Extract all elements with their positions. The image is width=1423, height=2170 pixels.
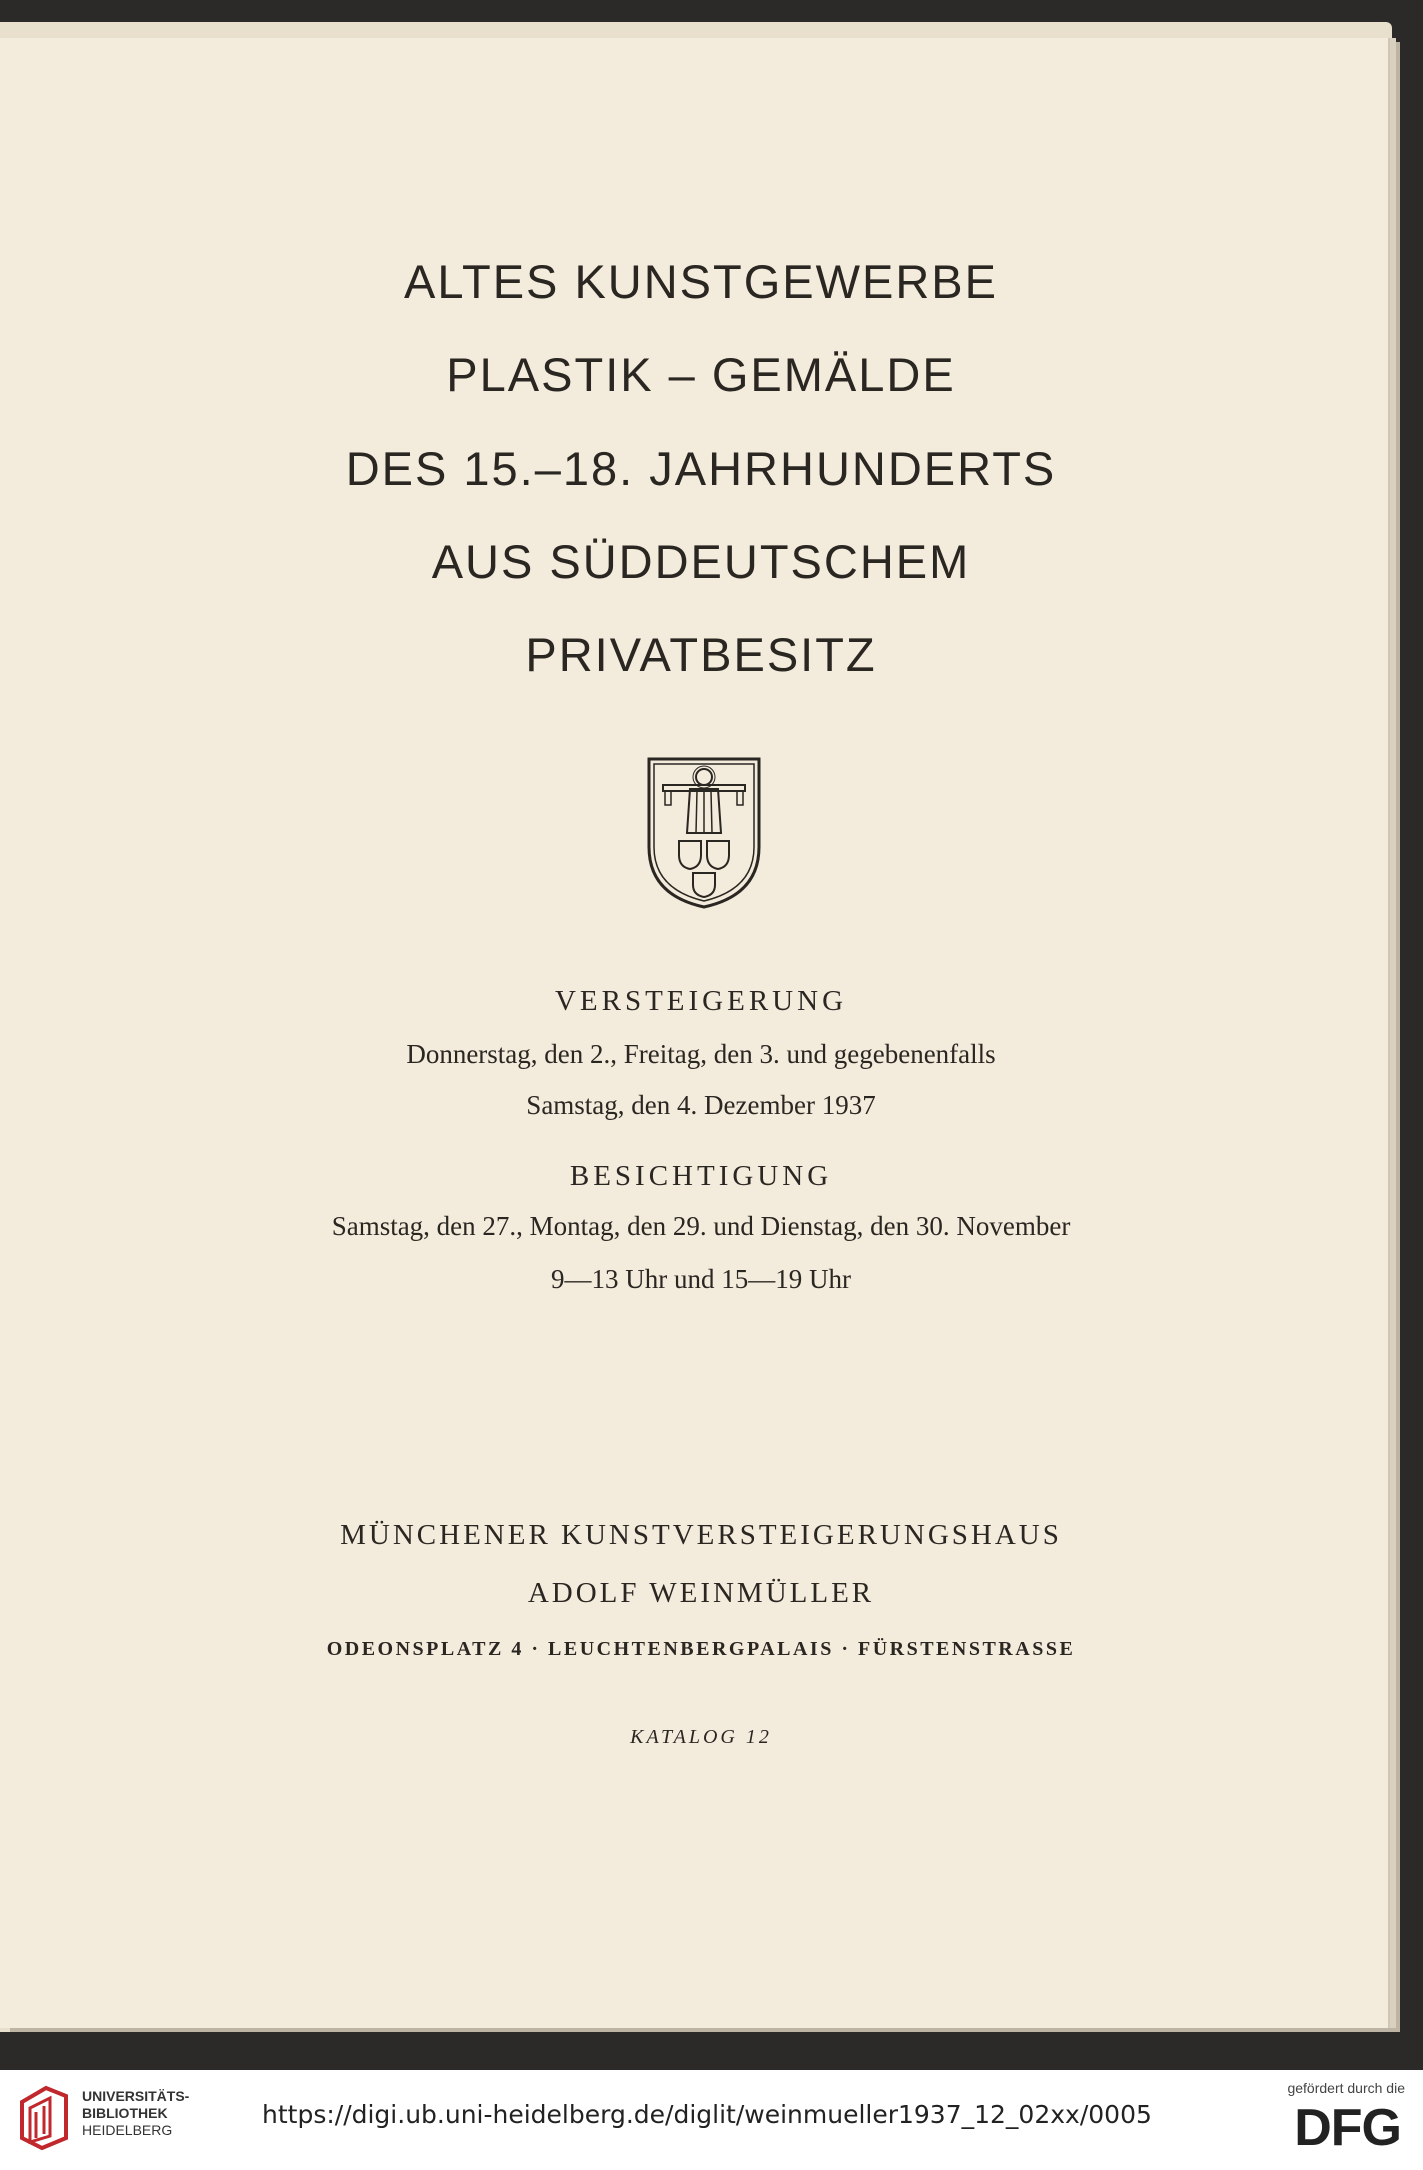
viewer-footer <box>0 2070 1423 2170</box>
title-line-1: ALTES KUNSTGEWERBE <box>403 255 998 308</box>
library-name-line-2: BIBLIOTHEK <box>82 2105 168 2121</box>
library-name-line-3: HEIDELBERG <box>82 2122 173 2138</box>
title-line-5: PRIVATBESITZ <box>525 628 877 681</box>
auction-dates-line-2: Samstag, den 4. Dezember 1937 <box>526 1090 876 1120</box>
dfg-logo: DFG <box>1294 2099 1401 2157</box>
publisher-name: MÜNCHENER KUNSTVERSTEIGERUNGSHAUS <box>340 1519 1062 1551</box>
publisher-address: ODEONSPLATZ 4 · LEUCHTENBERGPALAIS · FÜRSTENSTRASSE <box>326 1638 1076 1660</box>
munich-coat-of-arms-icon <box>645 755 763 911</box>
library-name-line-1: UNIVERSITÄTS- <box>82 2088 190 2104</box>
publisher-owner: ADOLF WEINMÜLLER <box>527 1577 875 1609</box>
viewing-hours: 9—13 Uhr und 15—19 Uhr <box>551 1264 851 1294</box>
title-line-3: DES 15.–18. JAHRHUNDERTS <box>345 442 1057 495</box>
ub-heidelberg-logo-icon <box>16 2082 72 2152</box>
permalink-url[interactable]: https://digi.ub.uni-heidelberg.de/diglit/weinmueller1937_12_02xx/0005 <box>262 2100 1152 2129</box>
auction-heading: VERSTEIGERUNG <box>554 985 848 1017</box>
title-line-4: AUS SÜDDEUTSCHEM <box>431 535 971 588</box>
viewing-heading: BESICHTIGUNG <box>569 1160 833 1192</box>
viewing-dates-line-1: Samstag, den 27., Montag, den 29. und Dienstag, den 30. November <box>331 1211 1071 1241</box>
library-name <box>82 2088 189 2139</box>
funding-note: gefördert durch die <box>1287 2080 1405 2096</box>
catalog-number: KATALOG 12 <box>630 1726 772 1748</box>
title-line-2: PLASTIK – GEMÄLDE <box>446 348 956 401</box>
auction-dates-line-1: Donnerstag, den 2., Freitag, den 3. und gegebenenfalls <box>406 1039 996 1069</box>
